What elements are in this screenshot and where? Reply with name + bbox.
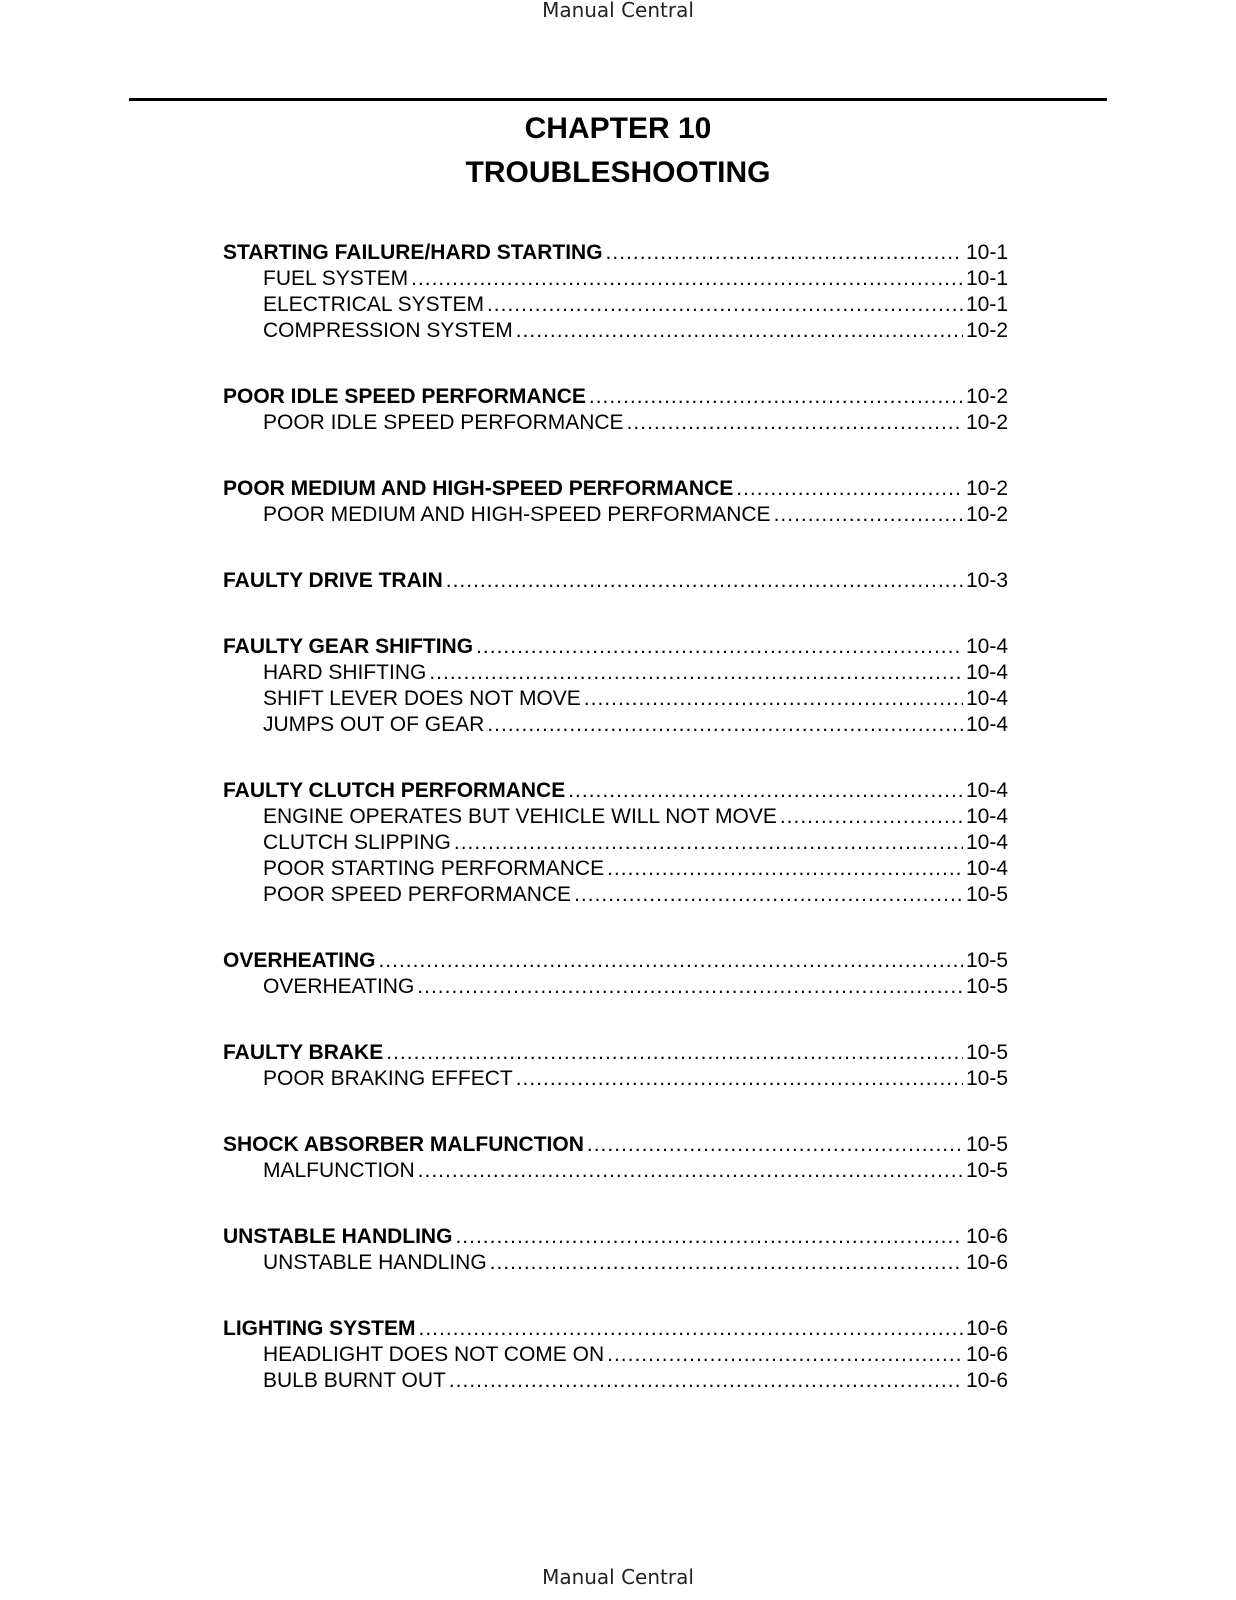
toc-subentry-page: 10-6 xyxy=(965,1251,1008,1274)
toc-entry[interactable] xyxy=(223,634,1008,660)
toc-subentry-page: 10-6 xyxy=(965,1343,1008,1366)
chapter-title: TROUBLESHOOTING xyxy=(465,156,771,189)
toc-subentry-page: 10-4 xyxy=(965,687,1008,710)
toc-subentry-title: JUMPS OUT OF GEAR xyxy=(263,713,485,736)
toc-subentry-page: 10-5 xyxy=(965,1159,1008,1182)
toc-entry[interactable] xyxy=(223,476,1008,502)
toc-subentry-page: 10-4 xyxy=(965,661,1008,684)
toc-subentry-title: BULB BURNT OUT xyxy=(263,1369,446,1392)
dot-leader xyxy=(587,1132,963,1158)
toc-subentry-title: HEADLIGHT DOES NOT COME ON xyxy=(263,1343,605,1366)
dot-leader xyxy=(429,660,963,686)
toc-subentry-page: 10-4 xyxy=(965,831,1008,854)
toc-entry[interactable] xyxy=(223,1224,1008,1250)
dot-leader xyxy=(417,974,963,1000)
toc-entry[interactable] xyxy=(223,384,1008,410)
toc-section xyxy=(223,948,1008,1000)
toc-subentry[interactable] xyxy=(223,974,1008,1000)
toc-entry-title: POOR MEDIUM AND HIGH-SPEED PERFORMANCE xyxy=(223,477,734,500)
toc-subentry[interactable] xyxy=(223,660,1008,686)
dot-leader xyxy=(449,1368,963,1394)
toc-subentry[interactable] xyxy=(223,1342,1008,1368)
toc-subentry-title: COMPRESSION SYSTEM xyxy=(263,319,513,342)
toc-subentry-page: 10-5 xyxy=(965,883,1008,906)
dot-leader xyxy=(607,856,963,882)
toc-subentry-title: ENGINE OPERATES BUT VEHICLE WILL NOT MOVE xyxy=(263,805,777,828)
toc-entry-page: 10-1 xyxy=(965,241,1008,264)
toc-subentry-page: 10-4 xyxy=(965,857,1008,880)
toc-subentry[interactable] xyxy=(223,856,1008,882)
toc-section xyxy=(223,1316,1008,1394)
toc-subentry[interactable] xyxy=(223,830,1008,856)
toc-section xyxy=(223,1040,1008,1092)
toc-entry-title: FAULTY BRAKE xyxy=(223,1041,384,1064)
toc-subentry-title: POOR BRAKING EFFECT xyxy=(263,1067,513,1090)
toc-subentry-title: POOR SPEED PERFORMANCE xyxy=(263,883,572,906)
dot-leader xyxy=(627,410,963,436)
toc-entry[interactable] xyxy=(223,240,1008,266)
toc-subentry-page: 10-2 xyxy=(965,411,1008,434)
toc-entry-title: STARTING FAILURE/HARD STARTING xyxy=(223,241,603,264)
toc-entry-title: LIGHTING SYSTEM xyxy=(223,1317,416,1340)
toc-entry[interactable] xyxy=(223,1132,1008,1158)
toc-entry-title: POOR IDLE SPEED PERFORMANCE xyxy=(223,385,586,408)
toc-section xyxy=(223,384,1008,436)
toc-entry-page: 10-2 xyxy=(965,385,1008,408)
dot-leader xyxy=(476,634,963,660)
dot-leader xyxy=(378,948,963,974)
dot-leader xyxy=(780,804,963,830)
toc-subentry[interactable] xyxy=(223,1250,1008,1276)
toc-subentry[interactable] xyxy=(223,804,1008,830)
toc-subentry-title: MALFUNCTION xyxy=(263,1159,415,1182)
toc-subentry-title: FUEL SYSTEM xyxy=(263,267,409,290)
toc-section xyxy=(223,568,1008,594)
toc-subentry-title: POOR STARTING PERFORMANCE xyxy=(263,857,605,880)
toc-subentry-title: OVERHEATING xyxy=(263,975,415,998)
toc-subentry-title: CLUTCH SLIPPING xyxy=(263,831,451,854)
toc-entry-page: 10-3 xyxy=(965,569,1008,592)
toc-entry-title: UNSTABLE HANDLING xyxy=(223,1225,453,1248)
toc-subentry-title: UNSTABLE HANDLING xyxy=(263,1251,487,1274)
toc-subentry[interactable] xyxy=(223,686,1008,712)
toc-subentry[interactable] xyxy=(223,292,1008,318)
toc-subentry-title: ELECTRICAL SYSTEM xyxy=(263,293,484,316)
dot-leader xyxy=(418,1158,963,1184)
toc-subentry[interactable] xyxy=(223,266,1008,292)
toc-entry[interactable] xyxy=(223,778,1008,804)
dot-leader xyxy=(568,778,963,804)
dot-leader xyxy=(606,240,963,266)
toc-subentry-page: 10-4 xyxy=(965,805,1008,828)
toc-section xyxy=(223,634,1008,738)
dot-leader xyxy=(516,318,963,344)
header-rule xyxy=(129,98,1107,101)
toc-entry[interactable] xyxy=(223,1040,1008,1066)
toc-entry-title: OVERHEATING xyxy=(223,949,376,972)
toc-subentry[interactable] xyxy=(223,1158,1008,1184)
toc-entry-page: 10-5 xyxy=(965,1041,1008,1064)
toc-subentry-page: 10-5 xyxy=(965,975,1008,998)
toc-section xyxy=(223,778,1008,908)
header-brand: Manual Central xyxy=(542,0,694,22)
dot-leader xyxy=(516,1066,963,1092)
dot-leader xyxy=(386,1040,963,1066)
dot-leader xyxy=(607,1342,963,1368)
dot-leader xyxy=(411,266,963,292)
toc-subentry-page: 10-6 xyxy=(965,1369,1008,1392)
toc-entry-page: 10-6 xyxy=(965,1225,1008,1248)
dot-leader xyxy=(487,712,963,738)
toc-subentry-title: SHIFT LEVER DOES NOT MOVE xyxy=(263,687,581,710)
toc-entry-page: 10-5 xyxy=(965,949,1008,972)
toc-section xyxy=(223,1224,1008,1276)
toc-subentry[interactable] xyxy=(223,712,1008,738)
dot-leader xyxy=(736,476,963,502)
dot-leader xyxy=(490,1250,963,1276)
toc-subentry-page: 10-5 xyxy=(965,1067,1008,1090)
toc-subentry-page: 10-2 xyxy=(965,503,1008,526)
toc-section xyxy=(223,240,1008,344)
toc-entry-page: 10-4 xyxy=(965,635,1008,658)
toc-subentry-title: POOR IDLE SPEED PERFORMANCE xyxy=(263,411,624,434)
toc-entry-page: 10-6 xyxy=(965,1317,1008,1340)
toc-subentry-page: 10-1 xyxy=(965,293,1008,316)
toc-entry-page: 10-4 xyxy=(965,779,1008,802)
toc-subentry[interactable] xyxy=(223,1066,1008,1092)
chapter-number: CHAPTER 10 xyxy=(524,112,712,145)
toc-subentry-title: POOR MEDIUM AND HIGH-SPEED PERFORMANCE xyxy=(263,503,771,526)
toc-subentry-page: 10-1 xyxy=(965,267,1008,290)
toc-subentry[interactable] xyxy=(223,1368,1008,1394)
toc-subentry[interactable] xyxy=(223,318,1008,344)
toc-entry-title: FAULTY CLUTCH PERFORMANCE xyxy=(223,779,566,802)
toc-entry-page: 10-5 xyxy=(965,1133,1008,1156)
toc-entry-title: FAULTY GEAR SHIFTING xyxy=(223,635,474,658)
dot-leader xyxy=(584,686,963,712)
toc-entry[interactable] xyxy=(223,1316,1008,1342)
toc-subentry-page: 10-4 xyxy=(965,713,1008,736)
dot-leader xyxy=(454,830,963,856)
toc-subentry[interactable] xyxy=(223,502,1008,528)
toc-subentry-title: HARD SHIFTING xyxy=(263,661,427,684)
toc-entry-title: FAULTY DRIVE TRAIN xyxy=(223,569,443,592)
toc-entry-title: SHOCK ABSORBER MALFUNCTION xyxy=(223,1133,584,1156)
dot-leader xyxy=(589,384,963,410)
dot-leader xyxy=(774,502,963,528)
dot-leader xyxy=(455,1224,963,1250)
toc-subentry[interactable] xyxy=(223,410,1008,436)
toc-entry[interactable] xyxy=(223,948,1008,974)
dot-leader xyxy=(487,292,963,318)
toc-section xyxy=(223,1132,1008,1184)
footer-brand: Manual Central xyxy=(542,1565,694,1589)
dot-leader xyxy=(446,568,963,594)
table-of-contents xyxy=(223,240,1008,1434)
toc-section xyxy=(223,476,1008,528)
toc-subentry-page: 10-2 xyxy=(965,319,1008,342)
toc-subentry[interactable] xyxy=(223,882,1008,908)
toc-entry[interactable] xyxy=(223,568,1008,594)
toc-entry-page: 10-2 xyxy=(965,477,1008,500)
dot-leader xyxy=(419,1316,963,1342)
dot-leader xyxy=(574,882,963,908)
